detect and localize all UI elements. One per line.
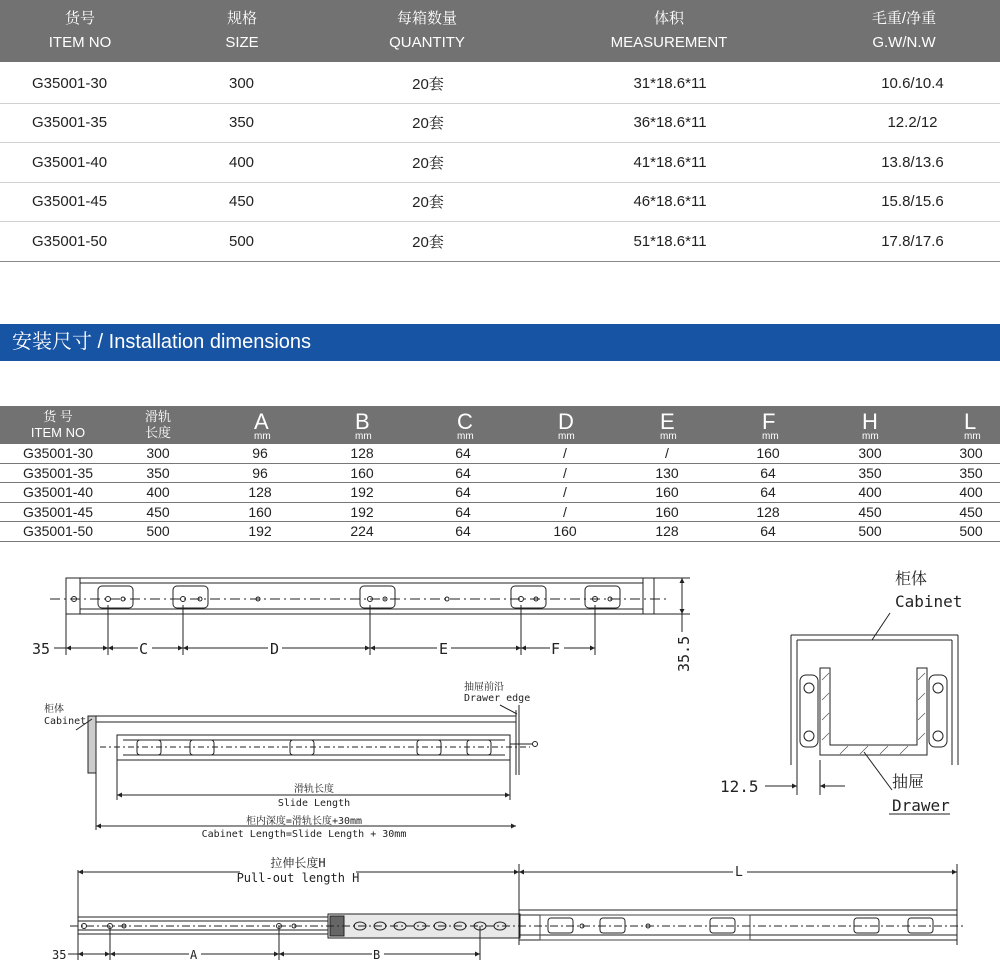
header-weight: 毛重/净重 G.W/N.W xyxy=(871,10,937,51)
table-row: G35001-50 500 20套 51*18.6*11 17.8/17.6 xyxy=(0,222,1000,262)
dim-D-label: D xyxy=(270,640,280,658)
cabinet-length-en-label: Cabinet Length=Slide Length + 30mm xyxy=(201,829,407,840)
header-item-no: 货号 ITEM NO xyxy=(48,10,112,51)
dim-35-label: 35 xyxy=(32,640,51,658)
dim-F-label: F xyxy=(551,640,561,658)
cabinet-en-label-2: Cabinet xyxy=(44,716,87,727)
table-row: G35001-50 500 192 224 64 160 128 64 500 500 xyxy=(0,522,1000,542)
pullout-cn-label: 拉伸长度H xyxy=(270,856,326,870)
slide-extended-view xyxy=(68,864,965,960)
table-row: G35001-35 350 20套 36*18.6*11 12.2/12 xyxy=(0,104,1000,144)
slide-length-cn-label: 滑轨长度 xyxy=(294,784,334,795)
header-quantity: 每箱数量 QUANTITY xyxy=(389,10,465,51)
table-row: G35001-35 350 96 160 64 / 130 64 350 350 xyxy=(0,464,1000,484)
dim-B-label: B xyxy=(373,948,381,962)
dim-L-label: L xyxy=(735,865,743,880)
table-row: G35001-40 400 128 192 64 / 160 64 400 400 xyxy=(0,483,1000,503)
header-item-no: 货 号 ITEM NO xyxy=(30,409,86,440)
cabinet-cn-label: 柜体 xyxy=(895,569,928,588)
table-row: G35001-40 400 20套 41*18.6*11 13.8/13.6 xyxy=(0,143,1000,183)
drawing-labels xyxy=(32,569,962,962)
dim-A-label: A xyxy=(190,948,198,962)
cabinet-cn-label-2: 柜体 xyxy=(44,704,64,715)
table-row: G35001-45 450 160 192 64 / 160 128 450 450 xyxy=(0,503,1000,523)
drawer-edge-cn-label: 抽屉前沿 xyxy=(464,682,504,693)
header-measurement: 体积 MEASUREMENT xyxy=(610,10,728,51)
drawer-cn-label: 抽屉 xyxy=(892,772,925,791)
table-row: G35001-30 300 96 128 64 / / 160 300 300 xyxy=(0,444,1000,464)
header-size: 规格 SIZE xyxy=(225,10,259,51)
dim-35-5-label: 35.5 xyxy=(675,635,693,672)
dim-C-label: C xyxy=(139,640,149,658)
pullout-en-label: Pull-out length H xyxy=(236,871,360,885)
section-title: 安装尺寸 / Installation dimensions xyxy=(0,324,1000,361)
slide-length-en-label: Slide Length xyxy=(277,798,351,809)
cabinet-en-label: Cabinet xyxy=(895,592,963,611)
dim-12-5-label: 12.5 xyxy=(720,777,759,796)
table-row: G35001-30 300 20套 31*18.6*11 10.6/10.4 xyxy=(0,64,1000,104)
dim-E-label: E xyxy=(439,640,449,658)
dim-35-label-2: 35 xyxy=(52,948,67,962)
cabinet-length-cn-label: 柜内深度=滑轨长度+30mm xyxy=(245,816,363,827)
cabinet-cross-section xyxy=(765,613,958,814)
header-slide-length: 滑轨 长度 xyxy=(144,409,171,440)
drawer-en-label: Drawer xyxy=(892,796,950,815)
install-table-header: 货 号 ITEM NO 滑轨 长度 A mm B mm C mm D mm E mm F mm H mm L mm xyxy=(0,406,1000,444)
cabinet-length-view xyxy=(76,705,538,830)
table-row: G35001-45 450 20套 46*18.6*11 15.8/15.6 xyxy=(0,183,1000,223)
drawer-edge-en-label: Drawer edge xyxy=(464,693,531,704)
